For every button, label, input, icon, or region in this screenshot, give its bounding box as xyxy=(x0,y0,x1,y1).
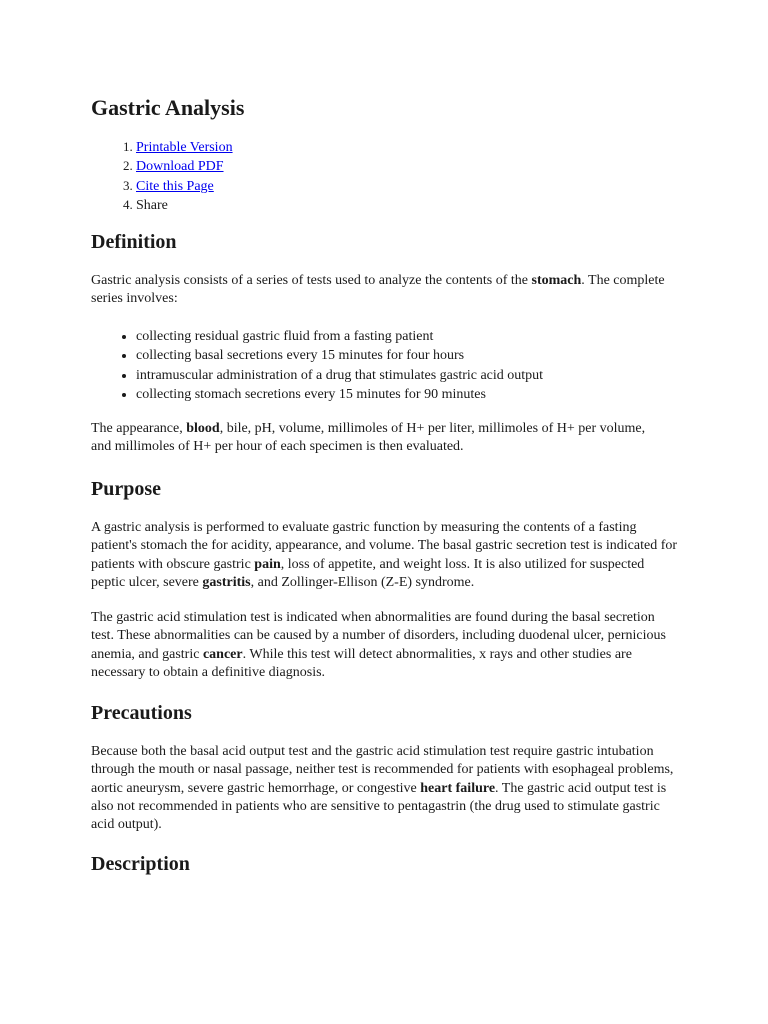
share-label: Share xyxy=(136,197,168,213)
download-pdf-link[interactable]: Download PDF xyxy=(136,159,224,175)
printable-version-link[interactable]: Printable Version xyxy=(136,140,233,155)
toc-list xyxy=(91,138,233,215)
text-span: , loss of appetite, and weight loss. It is also utilized for suspected peptic ulcer, severe xyxy=(91,556,645,590)
text-span: Gastric analysis consists of a series of tests used to analyze the contents of the xyxy=(91,273,532,288)
bold-term: stomach xyxy=(531,273,582,288)
purpose-heading: Purpose xyxy=(91,478,161,500)
toc-item-share xyxy=(136,196,233,215)
bold-term: heart failure xyxy=(420,780,496,796)
precautions-paragraph xyxy=(91,743,681,834)
bold-term: cancer xyxy=(202,646,243,662)
bold-term: gastritis xyxy=(202,574,251,590)
text-span: , and Zollinger-Ellison (Z-E) syndrome. xyxy=(250,574,475,590)
text-span: , bile, pH, volume, millimoles of H+ per liter, millimoles of H+ per volume, and millimoles of H+ per hour of each specimen is then evaluated. xyxy=(91,421,646,455)
list-item: • intramuscular administration of a drug that stimulates gastric acid output xyxy=(136,366,543,385)
text-span: . The gastric acid output test is also not recommended in patients who are sensitive to pentagastrin (the drug used to stimulate gastric acid output). xyxy=(91,780,667,833)
purpose-paragraph-1 xyxy=(91,519,681,592)
text-span: . The complete series involves: xyxy=(91,273,665,307)
toc-item-printable xyxy=(136,138,233,157)
bold-term: blood xyxy=(186,421,220,436)
precautions-heading: Precautions xyxy=(91,702,192,724)
text-span: The gastric acid stimulation test is indicated when abnormalities are found during the basal secretion test. These abnormalities can be caused by a number of disorders, including duodenal ulcer, pernicious anemia, and gastric xyxy=(91,610,666,662)
list-item: • collecting residual gastric fluid from a fasting patient xyxy=(136,327,543,346)
description-heading: Description xyxy=(91,853,190,875)
list-item: • collecting basal secretions every 15 minutes for four hours xyxy=(136,346,543,365)
definition-bullet-list xyxy=(91,327,543,404)
text-span: The appearance, xyxy=(91,421,187,436)
text-span: . While this test will detect abnormalities, x rays and other studies are necessary to obtain a definitive diagnosis. xyxy=(91,646,632,680)
toc-item-download xyxy=(136,157,233,176)
cite-page-link[interactable]: Cite this Page xyxy=(136,178,214,194)
list-item: • collecting stomach secretions every 15 minutes for 90 minutes xyxy=(136,385,543,404)
toc-item-cite xyxy=(136,177,233,196)
page-title: Gastric Analysis xyxy=(91,95,245,120)
purpose-paragraph-2 xyxy=(91,609,681,682)
definition-paragraph xyxy=(91,272,681,309)
bold-term: pain xyxy=(254,556,281,572)
definition-evaluation-paragraph xyxy=(91,420,651,457)
text-span: A gastric analysis is performed to evaluate gastric function by measuring the contents of a fasting patient's stomach the for acidity, appearance, and volume. The basal gastric secretion test is indicated for patients with obscure gastric xyxy=(91,520,678,572)
definition-heading: Definition xyxy=(91,231,177,253)
text-span: Because both the basal acid output test and the gastric acid stimulation test require gastric intubation through the mouth or nasal passage, neither test is recommended for patients with esophageal problems, aortic aneurysm, severe gastric hemorrhage, or congestive xyxy=(91,744,674,796)
